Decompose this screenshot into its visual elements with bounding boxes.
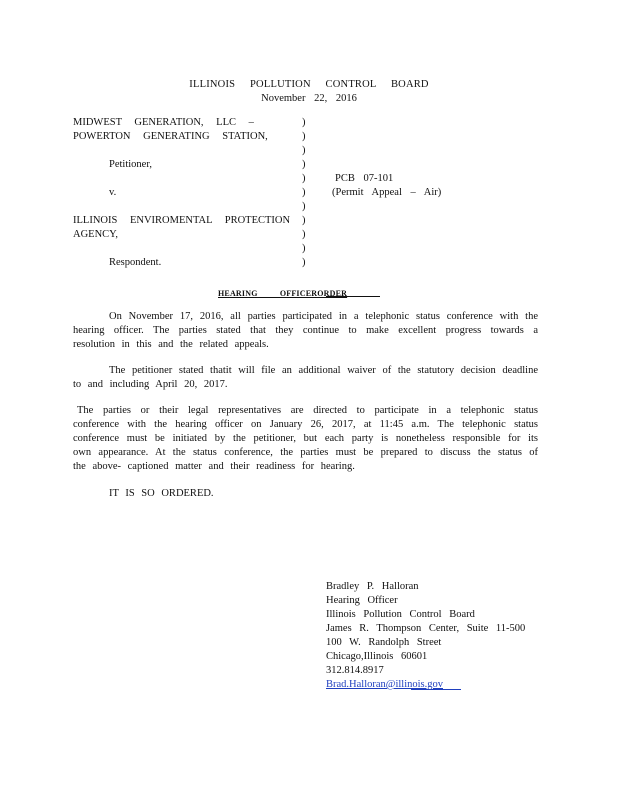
signature-org: Illinois Pollution Control Board	[326, 609, 475, 620]
caption-paren: )	[302, 131, 306, 142]
versus-label: v.	[109, 187, 117, 198]
caption-paren: )	[302, 173, 306, 184]
signature-name: Bradley P. Halloran	[326, 581, 419, 592]
case-type: (Permit Appeal – Air)	[332, 187, 442, 198]
paragraph-1: On November 17, 2016, all parties participated in a telephonic status conference with the hearing officer. The parties stated that they continue to make excellent progress towards a resolution in this and the related appeals.	[73, 311, 538, 350]
signature-address-line1: James R. Thompson Center, Suite 11-500	[326, 623, 526, 634]
signature-city: Chicago,Illinois 60601	[326, 651, 428, 662]
caption-paren: )	[302, 187, 306, 198]
signature-title: Hearing Officer	[326, 595, 398, 606]
caption-paren: )	[302, 257, 306, 268]
caption-paren: )	[302, 117, 306, 128]
caption-paren: )	[302, 215, 306, 226]
paragraph-3: The parties or their legal representatives are directed to participate in a telephonic status conference with the hearing officer on January 26, 2017, at 11:45 a.m. The telephonic status conference must be initiated by the petitioner, but each party is nonetheless responsible for its own appearance. At the status conference, the parties must be prepared to discuss the status of the above- captioned matter and their readiness for hearing.	[73, 405, 538, 472]
caption-paren: )	[302, 229, 306, 240]
respondent-role: Respondent.	[109, 257, 162, 268]
paragraph-2: The petitioner stated thatit will file an additional waiver of the statutory decision deadline to and including April 20, 2017.	[73, 365, 538, 390]
petitioner-name-line1: MIDWEST GENERATION, LLC –	[73, 117, 254, 128]
caption-paren: )	[302, 145, 306, 156]
petitioner-role: Petitioner,	[109, 159, 153, 170]
respondent-name-line2: AGENCY,	[73, 229, 119, 240]
signature-email-link[interactable]: Brad.Halloran@illinois.gov	[326, 679, 443, 690]
paragraph-4: IT IS SO ORDERED.	[109, 488, 214, 499]
caption-paren: )	[302, 159, 306, 170]
order-date: November 22, 2016	[261, 93, 357, 104]
caption-paren: )	[302, 201, 306, 212]
petitioner-name-line2: POWERTON GENERATING STATION,	[73, 131, 268, 142]
order-heading-underline	[326, 296, 380, 297]
case-number: PCB 07-101	[335, 173, 394, 184]
caption-paren: )	[302, 243, 306, 254]
signature-address-line2: 100 W. Randolph Street	[326, 637, 442, 648]
order-heading: HEARING OFFICERORDER	[218, 289, 348, 298]
board-title: ILLINOIS POLLUTION CONTROL BOARD	[189, 79, 429, 90]
respondent-name-line1: ILLINOIS ENVIROMENTAL PROTECTION	[73, 215, 291, 226]
signature-phone: 312.814.8917	[326, 665, 384, 676]
email-underline	[411, 689, 461, 690]
